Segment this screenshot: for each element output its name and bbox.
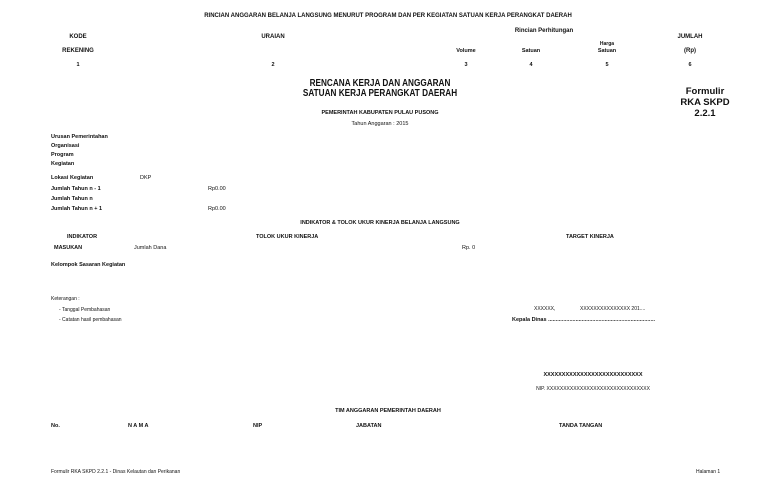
tim-col-jabatan: JABATAN: [356, 423, 382, 429]
tanggal-pembahasan: - Tanggal Pembahasan: [59, 307, 111, 313]
jumlah-n-plus-1-value: Rp0.00: [208, 206, 226, 212]
col-satuan: Satuan: [521, 48, 541, 54]
lokasi-label: Lokasi Kegiatan: [51, 175, 94, 181]
signature-place: XXXXXX,: [534, 306, 556, 312]
col-num-1: 1: [76, 62, 80, 68]
col-num-4: 4: [529, 62, 533, 68]
footer-page: Halaman 1: [696, 469, 721, 475]
lokasi-value: DKP: [140, 175, 152, 181]
kegiatan-label: Kegiatan: [51, 161, 75, 167]
jumlah-n-label: Jumlah Tahun n: [51, 196, 93, 202]
signature-date: XXXXXXXXXXXXXXX 201....: [580, 306, 646, 312]
kepala-dinas: Kepala Dinas ......................................................................: [512, 317, 656, 323]
pemerintah-label: PEMERINTAH KABUPATEN PULAU PUSONG: [321, 110, 439, 116]
jumlah-n-plus-1-label: Jumlah Tahun n + 1: [51, 206, 103, 212]
tim-col-tanda-tangan: TANDA TANGAN: [559, 423, 603, 429]
kelompok-sasaran-label: Kelompok Sasaran Kegiatan: [51, 262, 126, 268]
masukan-label: MASUKAN: [54, 245, 83, 251]
jumlah-n-minus-1-label: Jumlah Tahun n - 1: [51, 186, 101, 192]
tahun-anggaran: Tahun Anggaran : 2015: [351, 121, 409, 127]
col-rekening: REKENING: [62, 48, 94, 54]
col-harga-satuan: Satuan: [597, 48, 617, 54]
signatory-name: XXXXXXXXXXXXXXXXXXXXXXXXXXX: [543, 372, 643, 378]
formulir-line3: 2.2.1: [694, 108, 716, 119]
col-num-6: 6: [688, 62, 692, 68]
footer-left: Formulir RKA SKPD 2.2.1 - Dinas Kelautan dan Perikanan: [51, 469, 181, 475]
jumlah-n-minus-1-value: Rp0.00: [208, 186, 226, 192]
doc-title-line1: RENCANA KERJA DAN ANGGARAN: [309, 78, 451, 89]
jumlah-dana-value: Rp. 0: [462, 245, 476, 251]
program-label: Program: [51, 152, 74, 158]
urusan-label: Urusan Pemerintahan: [51, 134, 108, 140]
catatan-pembahasan: - Catatan hasil pembahasan: [59, 317, 122, 323]
col-indikator: INDIKATOR: [67, 234, 98, 240]
col-jumlah: JUMLAH: [677, 34, 703, 40]
jumlah-dana-label: Jumlah Dana: [134, 245, 167, 251]
col-num-2: 2: [271, 62, 275, 68]
doc-title-line2: SATUAN KERJA PERANGKAT DAERAH: [302, 88, 458, 99]
top-title: RINCIAN ANGGARAN BELANJA LANGSUNG MENURUT PROGRAM DAN PER KEGIATAN SATUAN KERJA PERANGKAT DAERAH: [204, 13, 572, 19]
col-volume: Volume: [456, 48, 476, 54]
col-target-kinerja: TARGET KINERJA: [566, 234, 614, 240]
tim-anggaran-title: TIM ANGGARAN PEMERINTAH DAERAH: [335, 408, 441, 414]
col-uraian: URAIAN: [261, 34, 285, 40]
keterangan-label: Keterangan :: [51, 296, 80, 302]
tim-col-no: No.: [51, 423, 60, 429]
formulir-line1: Formulir: [685, 86, 725, 97]
rincian-perhitungan-header: Rincian Perhitungan: [514, 28, 574, 34]
tim-col-nip: NIP: [253, 423, 263, 429]
col-harga: Harga: [599, 41, 615, 47]
kinerja-title: INDIKATOR & TOLOK UKUR KINERJA BELANJA LANGSUNG: [300, 220, 460, 226]
signatory-nip: NIP. XXXXXXXXXXXXXXXXXXXXXXXXXXXXXXX: [536, 386, 650, 392]
col-num-3: 3: [464, 62, 468, 68]
tim-col-nama: N A M A: [128, 423, 149, 429]
col-tolok-ukur: TOLOK UKUR KINERJA: [256, 234, 319, 240]
col-kode: KODE: [69, 34, 87, 40]
formulir-line2: RKA SKPD: [680, 97, 730, 108]
col-num-5: 5: [605, 62, 609, 68]
col-rp: (Rp): [684, 48, 696, 54]
organisasi-label: Organisasi: [51, 143, 80, 149]
